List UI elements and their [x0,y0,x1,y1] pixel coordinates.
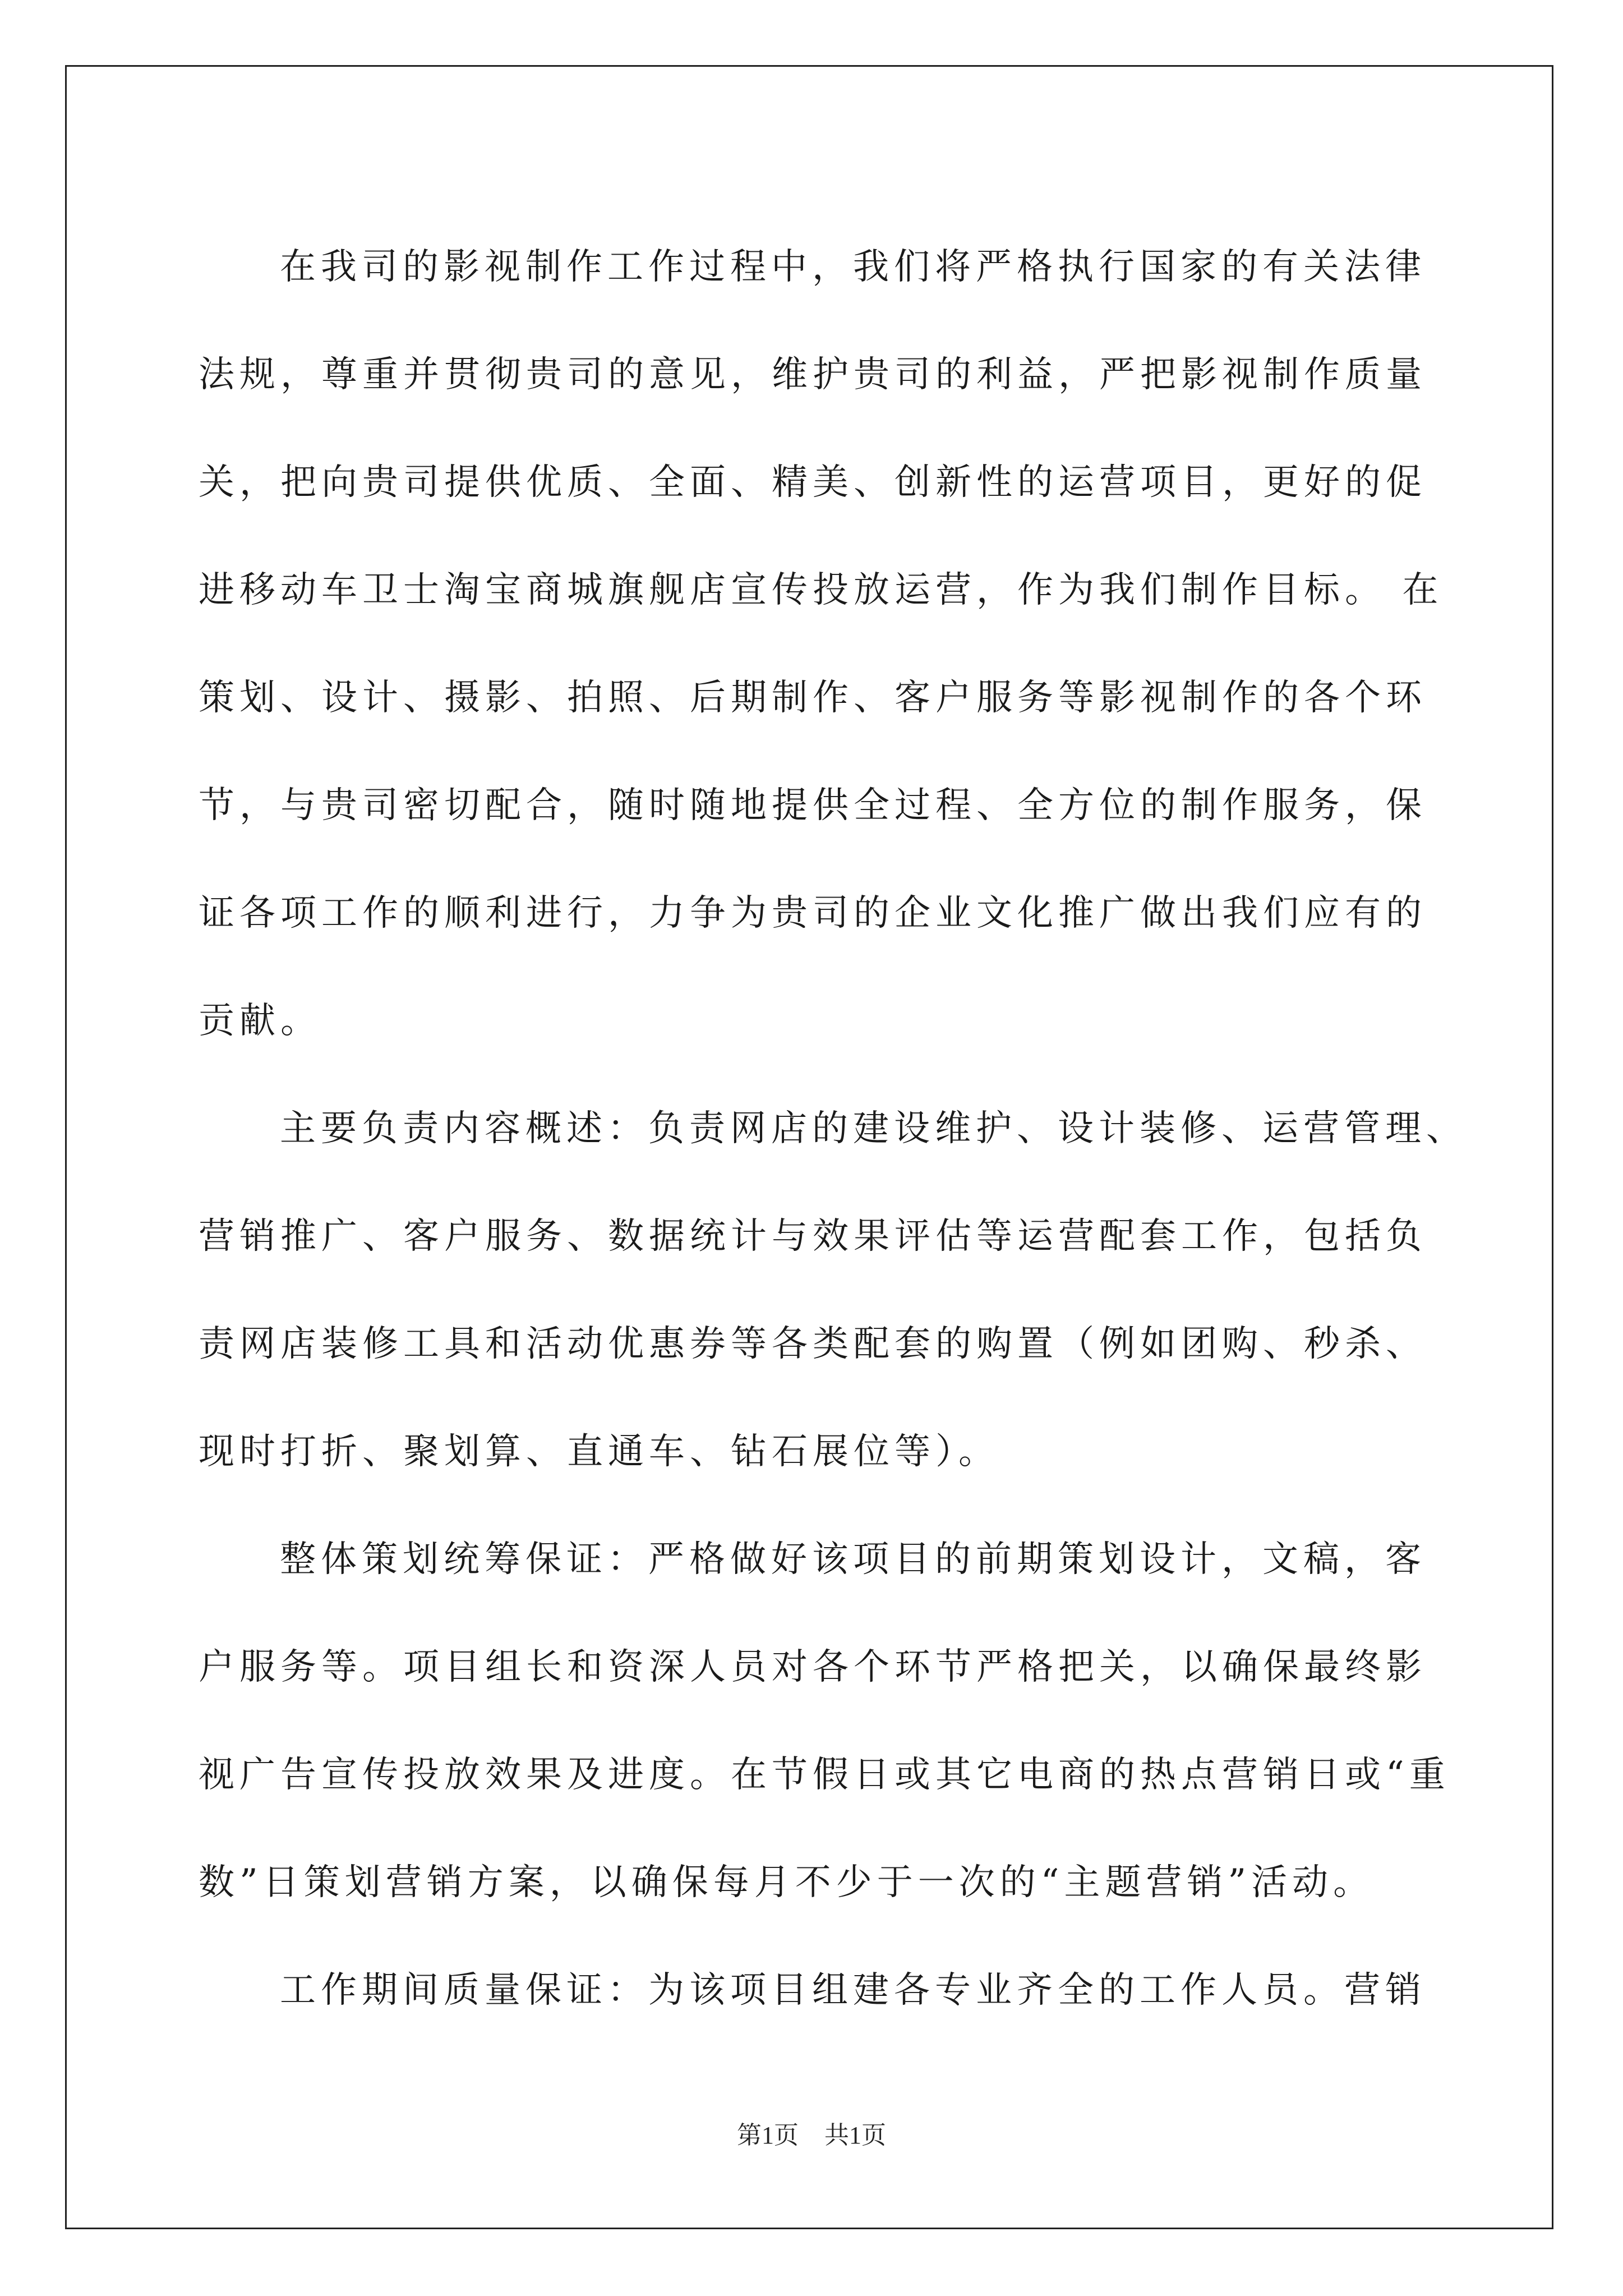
text-line: 证各项工作的顺利进行，力争为贵司的企业文化推广做出我们应有的 [199,892,1427,934]
text-line: 主要负责内容概述：负责网店的建设维护、设计装修、运营管理、 [280,1108,1467,1149]
text-line: 整体策划统筹保证：严格做好该项目的前期策划设计，文稿，客 [280,1539,1426,1580]
text-line: 在我司的影视制作工作过程中，我们将严格执行国家的有关法律 [280,246,1426,288]
text-line: 法规，尊重并贯彻贵司的意见，维护贵司的利益，严把影视制作质量 [199,354,1427,395]
text-line: 策划、设计、摄影、拍照、后期制作、客户服务等影视制作的各个环 [199,677,1427,719]
text-line: 户服务等。项目组长和资深人员对各个环节严格把关，以确保最终影 [199,1646,1427,1688]
text-line: 营销推广、客户服务、数据统计与效果评估等运营配套工作，包括负 [199,1216,1427,1257]
page-total: 共1页 [824,2122,886,2149]
text-line: 责网店装修工具和活动优惠券等各类配套的购置（例如团购、秒杀、 [199,1323,1427,1365]
text-line: 数”日策划营销方案，以确保每月不少于一次的“主题营销”活动。 [199,1862,1375,1903]
text-line: 节，与贵司密切配合，随时随地提供全过程、全方位的制作服务，保 [199,785,1427,826]
page-footer [0,2115,1623,2151]
text-line: 进移动车卫士淘宝商城旗舰店宣传投放运营，作为我们制作目标。 在 [199,569,1444,611]
text-line: 视广告宣传投放效果及进度。在节假日或其它电商的热点营销日或“重 [199,1754,1450,1796]
text-line: 关，把向贵司提供优质、全面、精美、创新性的运营项目，更好的促 [199,462,1427,503]
text-line: 贡献。 [199,1000,321,1042]
text-line: 工作期间质量保证：为该项目组建各专业齐全的工作人员。营销 [280,1970,1426,2011]
document-body [199,213,1467,2044]
page-number: 第1页 [737,2122,799,2149]
text-line: 现时打折、聚划算、直通车、钻石展位等）。 [199,1431,999,1473]
